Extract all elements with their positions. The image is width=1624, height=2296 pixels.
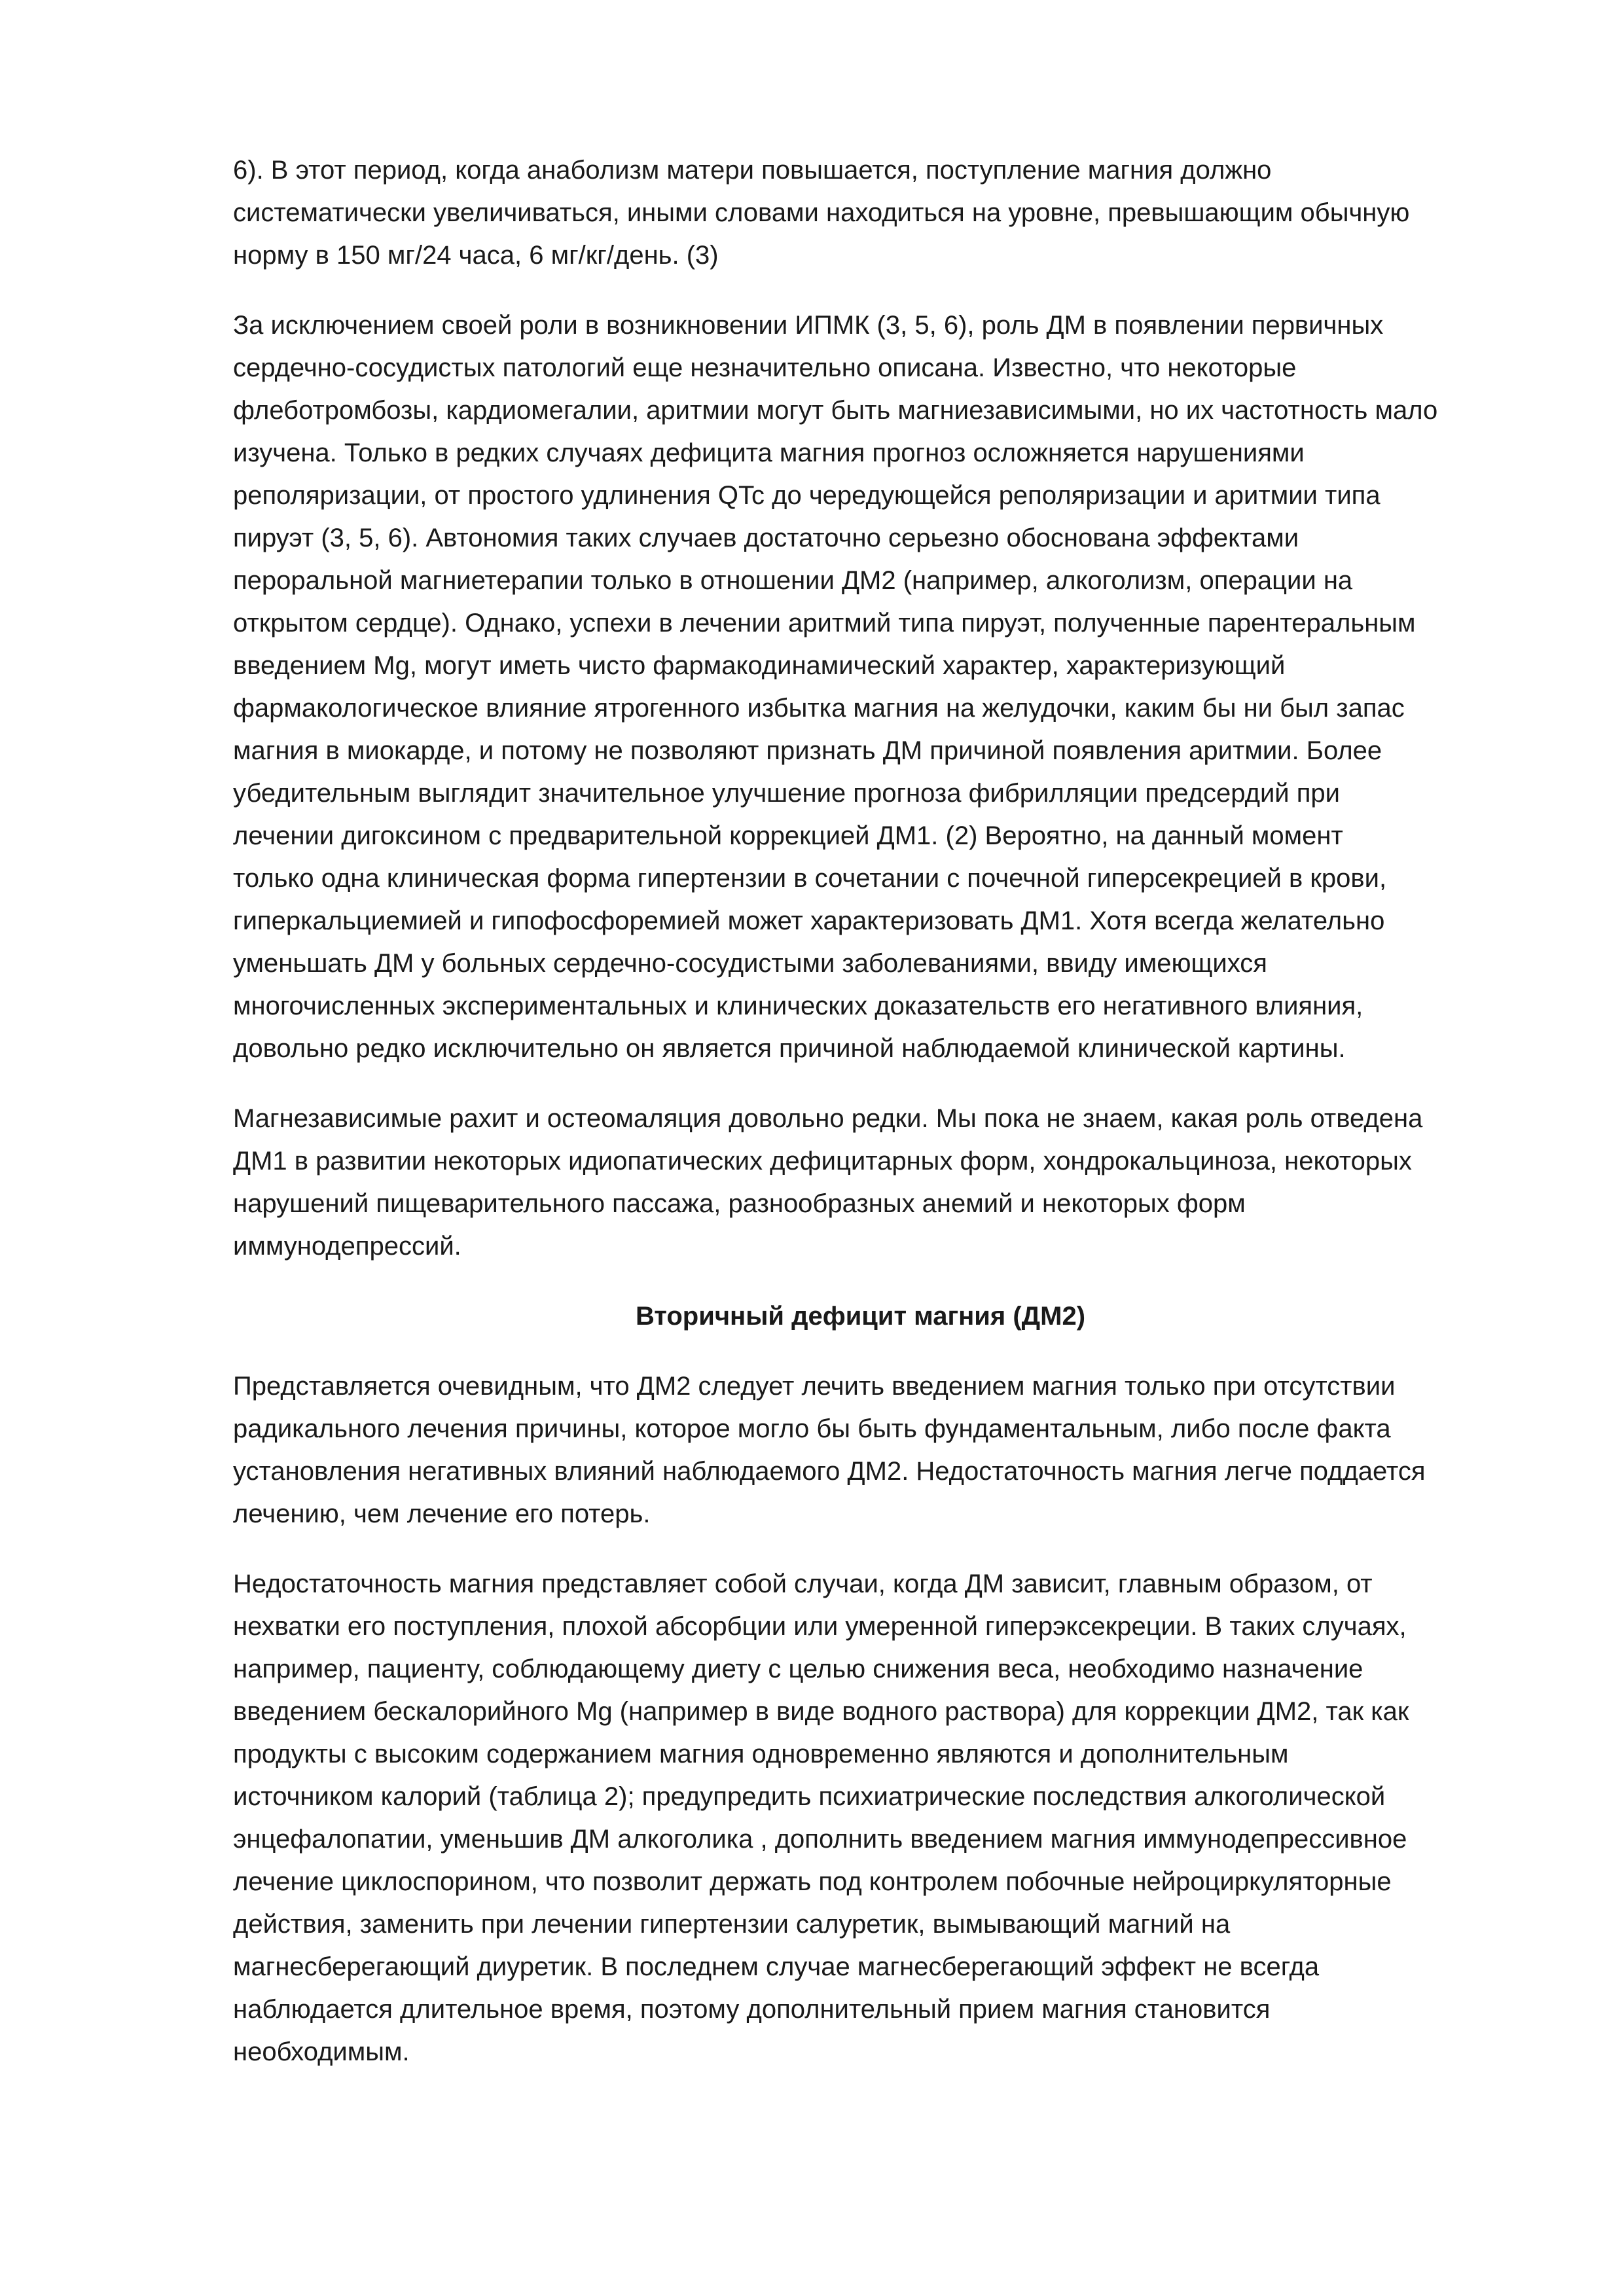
- text-line: довольно редко исключительно он является причиной наблюдаемой клинической картины.: [233, 1034, 1346, 1063]
- text-line: пероральной магниетерапии только в отношении ДМ2 (например, алкоголизм, операции на: [233, 566, 1353, 595]
- text-line: лечении дигоксином с предварительной коррекцией ДМ1. (2) Вероятно, на данный момент: [233, 821, 1343, 850]
- text-line: фармакологическое влияние ятрогенного избытка магния на желудочки, каким бы ни был запас: [233, 694, 1405, 723]
- text-line: ДМ1 в развитии некоторых идиопатических дефицитарных форм, хондрокальциноза, некоторых: [233, 1147, 1412, 1175]
- text-line: продукты с высоким содержанием магния одновременно являются и дополнительным: [233, 1740, 1289, 1768]
- text-line: открытом сердце). Однако, успехи в лечении аритмий типа пируэт, полученные парентеральным: [233, 609, 1416, 637]
- text-line: установления негативных влияний наблюдаемого ДМ2. Недостаточность магния легче поддается: [233, 1457, 1426, 1486]
- text-line: магнесберегающий диуретик. В последнем случае магнесберегающий эффект не всегда: [233, 1952, 1320, 1981]
- paragraph: [233, 1365, 1542, 1535]
- text-line: убедительным выглядит значительное улучшение прогноза фибрилляции предсердий при: [233, 779, 1340, 808]
- text-line: систематически увеличиваться, иными словами находиться на уровне, превышающим обычную: [233, 198, 1410, 227]
- section-heading: Вторичный дефицит магния (ДМ2): [635, 1302, 1086, 1331]
- text-line: сердечно-сосудистых патологий еще незначительно описана. Известно, что некоторые: [233, 353, 1297, 382]
- text-line: например, пациенту, соблюдающему диету с целью снижения веса, необходимо назначение: [233, 1655, 1363, 1683]
- text-line: необходимым.: [233, 2037, 410, 2066]
- paragraph: [233, 149, 1542, 277]
- text-line: гиперкальциемией и гипофосфоремией может характеризовать ДМ1. Хотя всегда желательно: [233, 906, 1385, 935]
- text-line: введением Mg, могут иметь чисто фармакодинамический характер, характеризующий: [233, 651, 1286, 680]
- document-body: [233, 149, 1542, 2073]
- paragraph: [233, 1563, 1542, 2073]
- text-line: Магнезависимые рахит и остеомаляция довольно редки. Мы пока не знаем, какая роль отведена: [233, 1104, 1423, 1133]
- text-line: радикального лечения причины, которое могло бы быть фундаментальным, либо после факта: [233, 1414, 1391, 1443]
- text-line: норму в 150 мг/24 часа, 6 мг/кг/день. (3): [233, 241, 719, 270]
- text-line: источником калорий (таблица 2); предупредить психиатрические последствия алкоголической: [233, 1782, 1386, 1811]
- paragraph: [233, 304, 1542, 1070]
- text-line: наблюдается длительное время, поэтому дополнительный прием магния становится: [233, 1995, 1271, 2024]
- text-line: многочисленных экспериментальных и клинических доказательств его негативного влияния,: [233, 992, 1363, 1020]
- text-line: введением бескалорийного Mg (например в виде водного раствора) для коррекции ДМ2, так как: [233, 1697, 1409, 1726]
- paragraph: [233, 1098, 1542, 1268]
- section-heading-container: [220, 1295, 1501, 1338]
- text-line: действия, заменить при лечении гипертензии салуретик, вымывающий магний на: [233, 1910, 1231, 1939]
- text-line: Представляется очевидным, что ДМ2 следует лечить введением магния только при отсутствии: [233, 1372, 1396, 1401]
- text-line: Недостаточность магния представляет собой случаи, когда ДМ зависит, главным образом, от: [233, 1570, 1373, 1598]
- text-line: энцефалопатии, уменьшив ДМ алкоголика , дополнить введением магния иммунодепрессивное: [233, 1825, 1407, 1854]
- text-line: 6). В этот период, когда анаболизм матери повышается, поступление магния должно: [233, 156, 1272, 185]
- text-line: реполяризации, от простого удлинения QTc до чередующейся реполяризации и аритмии типа: [233, 481, 1380, 510]
- text-line: пируэт (3, 5, 6). Автономия таких случаев достаточно серьезно обоснована эффектами: [233, 524, 1299, 552]
- text-line: нехватки его поступления, плохой абсорбции или умеренной гиперэксекреции. В таких случаях,: [233, 1612, 1407, 1641]
- text-line: магния в миокарде, и потому не позволяют признать ДМ причиной появления аритмии. Более: [233, 736, 1382, 765]
- text-line: изучена. Только в редких случаях дефицита магния прогноз осложняется нарушениями: [233, 439, 1305, 467]
- text-line: лечение циклоспорином, что позволит держать под контролем побочные нейроциркуляторные: [233, 1867, 1392, 1896]
- text-line: нарушений пищеварительного пассажа, разнообразных анемий и некоторых форм: [233, 1189, 1246, 1218]
- text-line: За исключением своей роли в возникновении ИПМК (3, 5, 6), роль ДМ в появлении первичных: [233, 311, 1384, 340]
- text-line: флеботромбозы, кардиомегалии, аритмии могут быть магниезависимыми, но их частотность мало: [233, 396, 1438, 425]
- text-line: иммунодепрессий.: [233, 1232, 461, 1261]
- text-line: уменьшать ДМ у больных сердечно-сосудистыми заболеваниями, ввиду имеющихся: [233, 949, 1267, 978]
- text-line: только одна клиническая форма гипертензии в сочетании с почечной гиперсекрецией в крови,: [233, 864, 1387, 893]
- text-line: лечению, чем лечение его потерь.: [233, 1499, 651, 1528]
